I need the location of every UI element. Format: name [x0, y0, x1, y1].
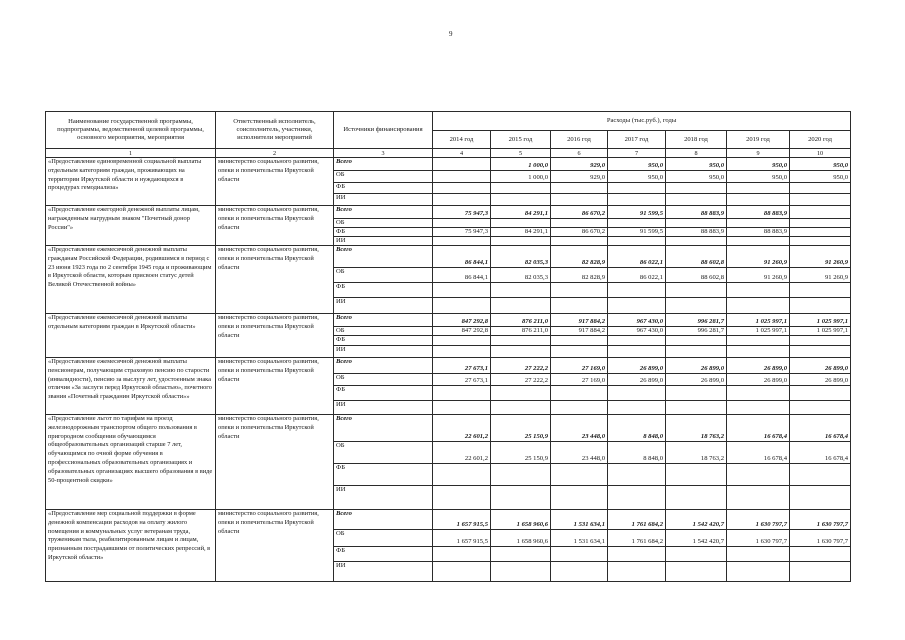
expense-value-cell: 996 281,7	[666, 314, 727, 327]
expense-value-cell	[608, 346, 666, 358]
expense-value-cell: 22 601,2	[433, 415, 491, 442]
header-expenses: Расходы (тыс.руб.), годы	[433, 112, 851, 131]
expense-value-cell: 86 022,1	[608, 268, 666, 283]
expense-value-cell	[551, 346, 608, 358]
funding-source-cell: Всего	[334, 510, 433, 530]
expense-value-cell: 86 670,2	[551, 228, 608, 237]
expense-value-cell	[727, 346, 790, 358]
expense-value-cell	[727, 336, 790, 346]
expense-value-cell	[608, 486, 666, 510]
expense-value-cell	[491, 562, 551, 582]
header-year: 2016 год	[551, 131, 608, 149]
funding-source-cell: ОБ	[334, 327, 433, 336]
expense-value-cell	[727, 386, 790, 401]
expense-value-cell	[551, 562, 608, 582]
expense-value-cell	[433, 464, 491, 486]
expense-value-cell: 1 630 797,7	[790, 510, 851, 530]
expense-value-cell: 91 599,5	[608, 228, 666, 237]
expense-value-cell: 950,0	[790, 171, 851, 183]
expense-value-cell: 1 630 797,7	[790, 530, 851, 547]
column-number: 10	[790, 149, 851, 158]
page-number: 9	[449, 30, 453, 38]
funding-source-cell: Всего	[334, 415, 433, 442]
funding-source-cell: ОБ	[334, 442, 433, 464]
expense-value-cell	[666, 183, 727, 194]
expense-value-cell: 8 848,0	[608, 442, 666, 464]
expense-value-cell: 1 658 960,6	[491, 510, 551, 530]
expense-value-cell	[551, 486, 608, 510]
expense-value-cell	[551, 283, 608, 298]
expense-value-cell: 950,0	[666, 158, 727, 171]
expense-value-cell	[608, 547, 666, 562]
expense-value-cell: 26 899,0	[608, 358, 666, 374]
funding-source-cell: ОБ	[334, 171, 433, 183]
expense-value-cell: 26 899,0	[790, 358, 851, 374]
expense-value-cell	[608, 562, 666, 582]
expense-value-cell	[608, 183, 666, 194]
header-year: 2017 год	[608, 131, 666, 149]
expense-value-cell: 26 899,0	[608, 374, 666, 386]
expense-value-cell: 27 222,2	[491, 358, 551, 374]
expense-value-cell	[551, 336, 608, 346]
expense-value-cell	[727, 486, 790, 510]
expense-value-cell	[433, 183, 491, 194]
expense-value-cell	[433, 547, 491, 562]
column-number: 7	[608, 149, 666, 158]
funding-source-cell: Всего	[334, 158, 433, 171]
responsible-cell: министерство социального развития, опеки и попечительства Иркутской области	[216, 158, 334, 206]
column-numbers-row	[46, 149, 851, 158]
expense-value-cell	[790, 464, 851, 486]
expense-value-cell: 876 211,0	[491, 327, 551, 336]
expense-value-cell: 929,0	[551, 171, 608, 183]
expense-value-cell	[491, 194, 551, 206]
expense-value-cell: 1 531 634,1	[551, 510, 608, 530]
expense-value-cell	[608, 219, 666, 228]
header-responsible: Ответственный исполнитель, соисполнитель, участники, исполнители мероприятий	[216, 112, 334, 149]
responsible-cell: министерство социального развития, опеки и попечительства Иркутской области	[216, 314, 334, 358]
header-year: 2020 год	[790, 131, 851, 149]
expense-value-cell	[790, 401, 851, 415]
expense-value-cell	[727, 219, 790, 228]
header-year: 2015 год	[491, 131, 551, 149]
expense-value-cell	[551, 464, 608, 486]
expense-value-cell	[491, 346, 551, 358]
expense-value-cell	[491, 283, 551, 298]
expense-value-cell: 1 025 997,1	[790, 314, 851, 327]
expense-value-cell	[491, 183, 551, 194]
expense-value-cell: 1 657 915,5	[433, 530, 491, 547]
expense-value-cell	[433, 486, 491, 510]
expense-value-cell: 91 260,9	[727, 268, 790, 283]
expense-value-cell: 88 883,9	[666, 228, 727, 237]
expense-value-cell	[790, 298, 851, 314]
expense-value-cell	[790, 386, 851, 401]
expense-value-cell	[491, 237, 551, 246]
column-number: 4	[433, 149, 491, 158]
expense-value-cell: 82 828,9	[551, 268, 608, 283]
expense-value-cell: 86 844,1	[433, 246, 491, 268]
funding-source-cell: ФБ	[334, 183, 433, 194]
expense-value-cell: 1 630 797,7	[727, 530, 790, 547]
expense-value-cell	[491, 464, 551, 486]
column-number: 8	[666, 149, 727, 158]
expense-value-cell	[727, 237, 790, 246]
funding-source-cell: ОБ	[334, 219, 433, 228]
expense-value-cell: 950,0	[608, 158, 666, 171]
expense-value-cell: 950,0	[727, 171, 790, 183]
funding-source-cell: Всего	[334, 358, 433, 374]
expense-value-cell	[608, 464, 666, 486]
expense-value-cell	[551, 194, 608, 206]
expense-value-cell: 917 884,2	[551, 327, 608, 336]
expense-value-cell	[727, 464, 790, 486]
expense-value-cell	[551, 237, 608, 246]
expense-value-cell: 1 025 997,1	[727, 314, 790, 327]
expense-value-cell: 996 281,7	[666, 327, 727, 336]
expense-value-cell: 950,0	[608, 171, 666, 183]
expense-value-cell	[790, 336, 851, 346]
expense-value-cell	[790, 183, 851, 194]
expense-value-cell: 16 678,4	[727, 415, 790, 442]
expense-value-cell	[790, 562, 851, 582]
expense-value-cell	[608, 386, 666, 401]
expense-value-cell	[790, 346, 851, 358]
expense-value-cell	[790, 486, 851, 510]
funding-source-cell: ИИ	[334, 401, 433, 415]
expense-value-cell: 91 260,9	[790, 246, 851, 268]
expense-value-cell: 86 844,1	[433, 268, 491, 283]
expense-value-cell: 26 899,0	[790, 374, 851, 386]
table-row	[46, 158, 851, 171]
expense-value-cell	[790, 547, 851, 562]
expenses-table	[45, 111, 851, 582]
funding-source-cell: ФБ	[334, 464, 433, 486]
expense-value-cell: 1 000,0	[491, 158, 551, 171]
funding-source-cell: ФБ	[334, 547, 433, 562]
expense-value-cell: 91 599,5	[608, 206, 666, 219]
expense-value-cell: 1 025 997,1	[727, 327, 790, 336]
expense-value-cell	[608, 237, 666, 246]
expense-value-cell: 1 761 684,2	[608, 510, 666, 530]
program-name-cell: «Предоставление ежегодной денежной выплаты лицам, награжденным нагрудным знаком "Почетный донор России"»	[46, 206, 216, 246]
expense-value-cell: 82 828,9	[551, 246, 608, 268]
expense-value-cell: 88 883,9	[727, 206, 790, 219]
expense-value-cell	[433, 283, 491, 298]
expense-value-cell: 876 211,0	[491, 314, 551, 327]
funding-source-cell: ИИ	[334, 486, 433, 510]
expense-value-cell	[727, 547, 790, 562]
expense-value-cell	[790, 206, 851, 219]
expense-value-cell	[433, 237, 491, 246]
expense-value-cell: 82 035,3	[491, 246, 551, 268]
funding-source-cell: ФБ	[334, 283, 433, 298]
expense-value-cell: 25 150,9	[491, 415, 551, 442]
expense-value-cell: 84 291,1	[491, 206, 551, 219]
expense-value-cell: 1 000,0	[491, 171, 551, 183]
expense-value-cell	[551, 547, 608, 562]
expense-value-cell	[666, 298, 727, 314]
expense-value-cell: 23 448,0	[551, 415, 608, 442]
expense-value-cell	[491, 386, 551, 401]
funding-source-cell: ОБ	[334, 268, 433, 283]
expense-value-cell	[551, 386, 608, 401]
expense-value-cell: 950,0	[727, 158, 790, 171]
expense-value-cell: 25 150,9	[491, 442, 551, 464]
expense-value-cell: 16 678,4	[790, 415, 851, 442]
expense-value-cell	[608, 336, 666, 346]
expense-value-cell	[433, 386, 491, 401]
program-name-cell: «Предоставление ежемесячной денежной выплаты гражданам Российской Федерации, родившимся в период с 23 июня 1923 года по 2 сентября 1945 года и проживающим в Иркутской области, которым присвоен статус детей Великой Отечественной войны»	[46, 246, 216, 314]
funding-source-cell: ФБ	[334, 386, 433, 401]
expense-value-cell	[491, 219, 551, 228]
expense-value-cell: 950,0	[790, 158, 851, 171]
header-year: 2014 год	[433, 131, 491, 149]
expense-value-cell	[433, 219, 491, 228]
expense-value-cell	[666, 464, 727, 486]
expense-value-cell	[666, 346, 727, 358]
table-row	[46, 510, 851, 530]
expense-value-cell: 18 763,2	[666, 415, 727, 442]
expense-value-cell: 1 025 997,1	[790, 327, 851, 336]
expense-value-cell: 27 673,1	[433, 358, 491, 374]
program-name-cell: «Предоставление льгот по тарифам на проезд железнодорожным транспортом общего пользования в пригородном сообщении обучающимся общеобразовательных организаций старше 7 лет, обучающимся по очной форме обучения в профессиональных образовательных организациях и образовательных организациях высшего образования в виде 50-процентной скидки»	[46, 415, 216, 510]
expense-value-cell: 27 169,0	[551, 358, 608, 374]
expense-value-cell	[491, 298, 551, 314]
table-row	[46, 358, 851, 374]
program-name-cell: «Предоставление мер социальной поддержки в форме денежной компенсации расходов на оплату жилого помещения и коммунальных услуг ветеранам труда, труженикам тыла, реабилитированным лицам и лицам, признанным пострадавшими от политических репрессий, в Иркутской области»	[46, 510, 216, 582]
column-number: 5	[491, 149, 551, 158]
expense-value-cell	[666, 194, 727, 206]
header-year: 2018 год	[666, 131, 727, 149]
program-name-cell: «Предоставление ежемесячной денежной выплаты пенсионерам, получающим страховую пенсию по старости (инвалидности), пенсию за выслугу лет, удостоенным знака отличия «За заслуги перед Иркутской областью», почетного звания «Почетный гражданин Иркутской области»»	[46, 358, 216, 415]
expense-value-cell: 26 899,0	[727, 358, 790, 374]
expense-value-cell	[727, 298, 790, 314]
expense-value-cell: 88 883,9	[727, 228, 790, 237]
expense-value-cell	[666, 486, 727, 510]
column-number: 9	[727, 149, 790, 158]
expense-value-cell	[790, 219, 851, 228]
expense-value-cell	[551, 183, 608, 194]
table-header	[46, 112, 851, 158]
expense-value-cell	[491, 547, 551, 562]
table-row	[46, 415, 851, 442]
responsible-cell: министерство социального развития, опеки и попечительства Иркутской области	[216, 206, 334, 246]
funding-source-cell: ОБ	[334, 530, 433, 547]
expense-value-cell	[790, 228, 851, 237]
funding-source-cell: Всего	[334, 246, 433, 268]
expense-value-cell	[608, 401, 666, 415]
expense-value-cell: 917 884,2	[551, 314, 608, 327]
responsible-cell: министерство социального развития, опеки и попечительства Иркутской области	[216, 415, 334, 510]
expense-value-cell: 8 848,0	[608, 415, 666, 442]
expense-value-cell: 75 947,3	[433, 228, 491, 237]
funding-source-cell: ИИ	[334, 346, 433, 358]
expense-value-cell	[433, 346, 491, 358]
expense-value-cell: 967 430,0	[608, 314, 666, 327]
expense-value-cell: 26 899,0	[727, 374, 790, 386]
expense-value-cell	[727, 562, 790, 582]
funding-source-cell: ФБ	[334, 336, 433, 346]
expense-value-cell	[608, 283, 666, 298]
expense-value-cell: 22 601,2	[433, 442, 491, 464]
expense-value-cell	[727, 401, 790, 415]
expense-value-cell	[666, 283, 727, 298]
expense-value-cell	[727, 283, 790, 298]
table-row	[46, 314, 851, 327]
expense-value-cell: 91 260,9	[727, 246, 790, 268]
expense-value-cell: 88 602,8	[666, 268, 727, 283]
expense-value-cell: 847 292,8	[433, 327, 491, 336]
expense-value-cell	[551, 219, 608, 228]
funding-source-cell: ИИ	[334, 562, 433, 582]
expense-value-cell	[790, 283, 851, 298]
column-number: 6	[551, 149, 608, 158]
expense-value-cell: 16 678,4	[727, 442, 790, 464]
expense-value-cell	[666, 336, 727, 346]
expense-value-cell: 86 022,1	[608, 246, 666, 268]
expense-value-cell	[666, 237, 727, 246]
funding-source-cell: ОБ	[334, 374, 433, 386]
funding-source-cell: ИИ	[334, 237, 433, 246]
expense-value-cell: 88 883,9	[666, 206, 727, 219]
expense-value-cell	[433, 298, 491, 314]
expense-value-cell: 16 678,4	[790, 442, 851, 464]
expense-value-cell	[491, 486, 551, 510]
header-program-name: Наименование государственной программы, подпрограммы, ведомственной целевой программы, основного мероприятия, мероприятия	[46, 112, 216, 149]
expense-value-cell: 27 673,1	[433, 374, 491, 386]
column-number: 2	[216, 149, 334, 158]
expense-value-cell	[666, 401, 727, 415]
expense-value-cell	[433, 194, 491, 206]
expense-value-cell	[666, 562, 727, 582]
funding-source-cell: ИИ	[334, 194, 433, 206]
expense-value-cell	[666, 386, 727, 401]
expense-value-cell	[433, 158, 491, 171]
program-name-cell: «Предоставление ежемесячной денежной выплаты отдельным категориям граждан в Иркутской области»	[46, 314, 216, 358]
expense-value-cell: 91 260,9	[790, 268, 851, 283]
expense-value-cell: 929,0	[551, 158, 608, 171]
expense-value-cell: 86 670,2	[551, 206, 608, 219]
expense-value-cell: 75 947,3	[433, 206, 491, 219]
expense-value-cell: 1 531 634,1	[551, 530, 608, 547]
expense-value-cell: 1 658 960,6	[491, 530, 551, 547]
expense-value-cell: 1 542 420,7	[666, 510, 727, 530]
table-row	[46, 206, 851, 219]
expense-value-cell	[608, 298, 666, 314]
expense-value-cell: 950,0	[666, 171, 727, 183]
funding-source-cell: Всего	[334, 206, 433, 219]
expense-value-cell: 27 169,0	[551, 374, 608, 386]
table-row	[46, 246, 851, 268]
expense-value-cell	[433, 562, 491, 582]
responsible-cell: министерство социального развития, опеки и попечительства Иркутской области	[216, 246, 334, 314]
program-name-cell: «Предоставление единовременной социальной выплаты отдельным категориям граждан, проживающих на территории Иркутской области и нуждающихся в процедурах гемодиализа»	[46, 158, 216, 206]
expense-value-cell: 88 602,8	[666, 246, 727, 268]
funding-source-cell: ФБ	[334, 228, 433, 237]
expense-value-cell	[727, 194, 790, 206]
expense-value-cell: 23 448,0	[551, 442, 608, 464]
expense-value-cell: 1 542 420,7	[666, 530, 727, 547]
column-number: 1	[46, 149, 216, 158]
expense-value-cell	[491, 401, 551, 415]
expense-value-cell: 84 291,1	[491, 228, 551, 237]
column-number: 3	[334, 149, 433, 158]
expense-value-cell: 26 899,0	[666, 358, 727, 374]
expense-value-cell: 27 222,2	[491, 374, 551, 386]
expense-value-cell	[608, 194, 666, 206]
funding-source-cell: Всего	[334, 314, 433, 327]
expense-value-cell: 1 761 684,2	[608, 530, 666, 547]
expense-value-cell	[433, 171, 491, 183]
expense-value-cell	[727, 183, 790, 194]
expense-value-cell: 1 657 915,5	[433, 510, 491, 530]
expense-value-cell	[790, 194, 851, 206]
expense-value-cell	[666, 219, 727, 228]
expense-value-cell: 18 763,2	[666, 442, 727, 464]
expense-value-cell: 967 430,0	[608, 327, 666, 336]
expense-value-cell	[666, 547, 727, 562]
header-row	[46, 112, 851, 131]
responsible-cell: министерство социального развития, опеки и попечительства Иркутской области	[216, 510, 334, 582]
expense-value-cell: 1 630 797,7	[727, 510, 790, 530]
table-body	[46, 158, 851, 582]
expense-value-cell	[551, 401, 608, 415]
header-funding-sources: Источники финансирования	[334, 112, 433, 149]
expense-value-cell: 847 292,8	[433, 314, 491, 327]
expense-value-cell: 82 035,3	[491, 268, 551, 283]
expense-value-cell	[433, 401, 491, 415]
header-year: 2019 год	[727, 131, 790, 149]
expense-value-cell	[433, 336, 491, 346]
expense-value-cell: 26 899,0	[666, 374, 727, 386]
funding-source-cell: ИИ	[334, 298, 433, 314]
expense-value-cell	[491, 336, 551, 346]
responsible-cell: министерство социального развития, опеки и попечительства Иркутской области	[216, 358, 334, 415]
expense-value-cell	[551, 298, 608, 314]
expense-value-cell	[790, 237, 851, 246]
